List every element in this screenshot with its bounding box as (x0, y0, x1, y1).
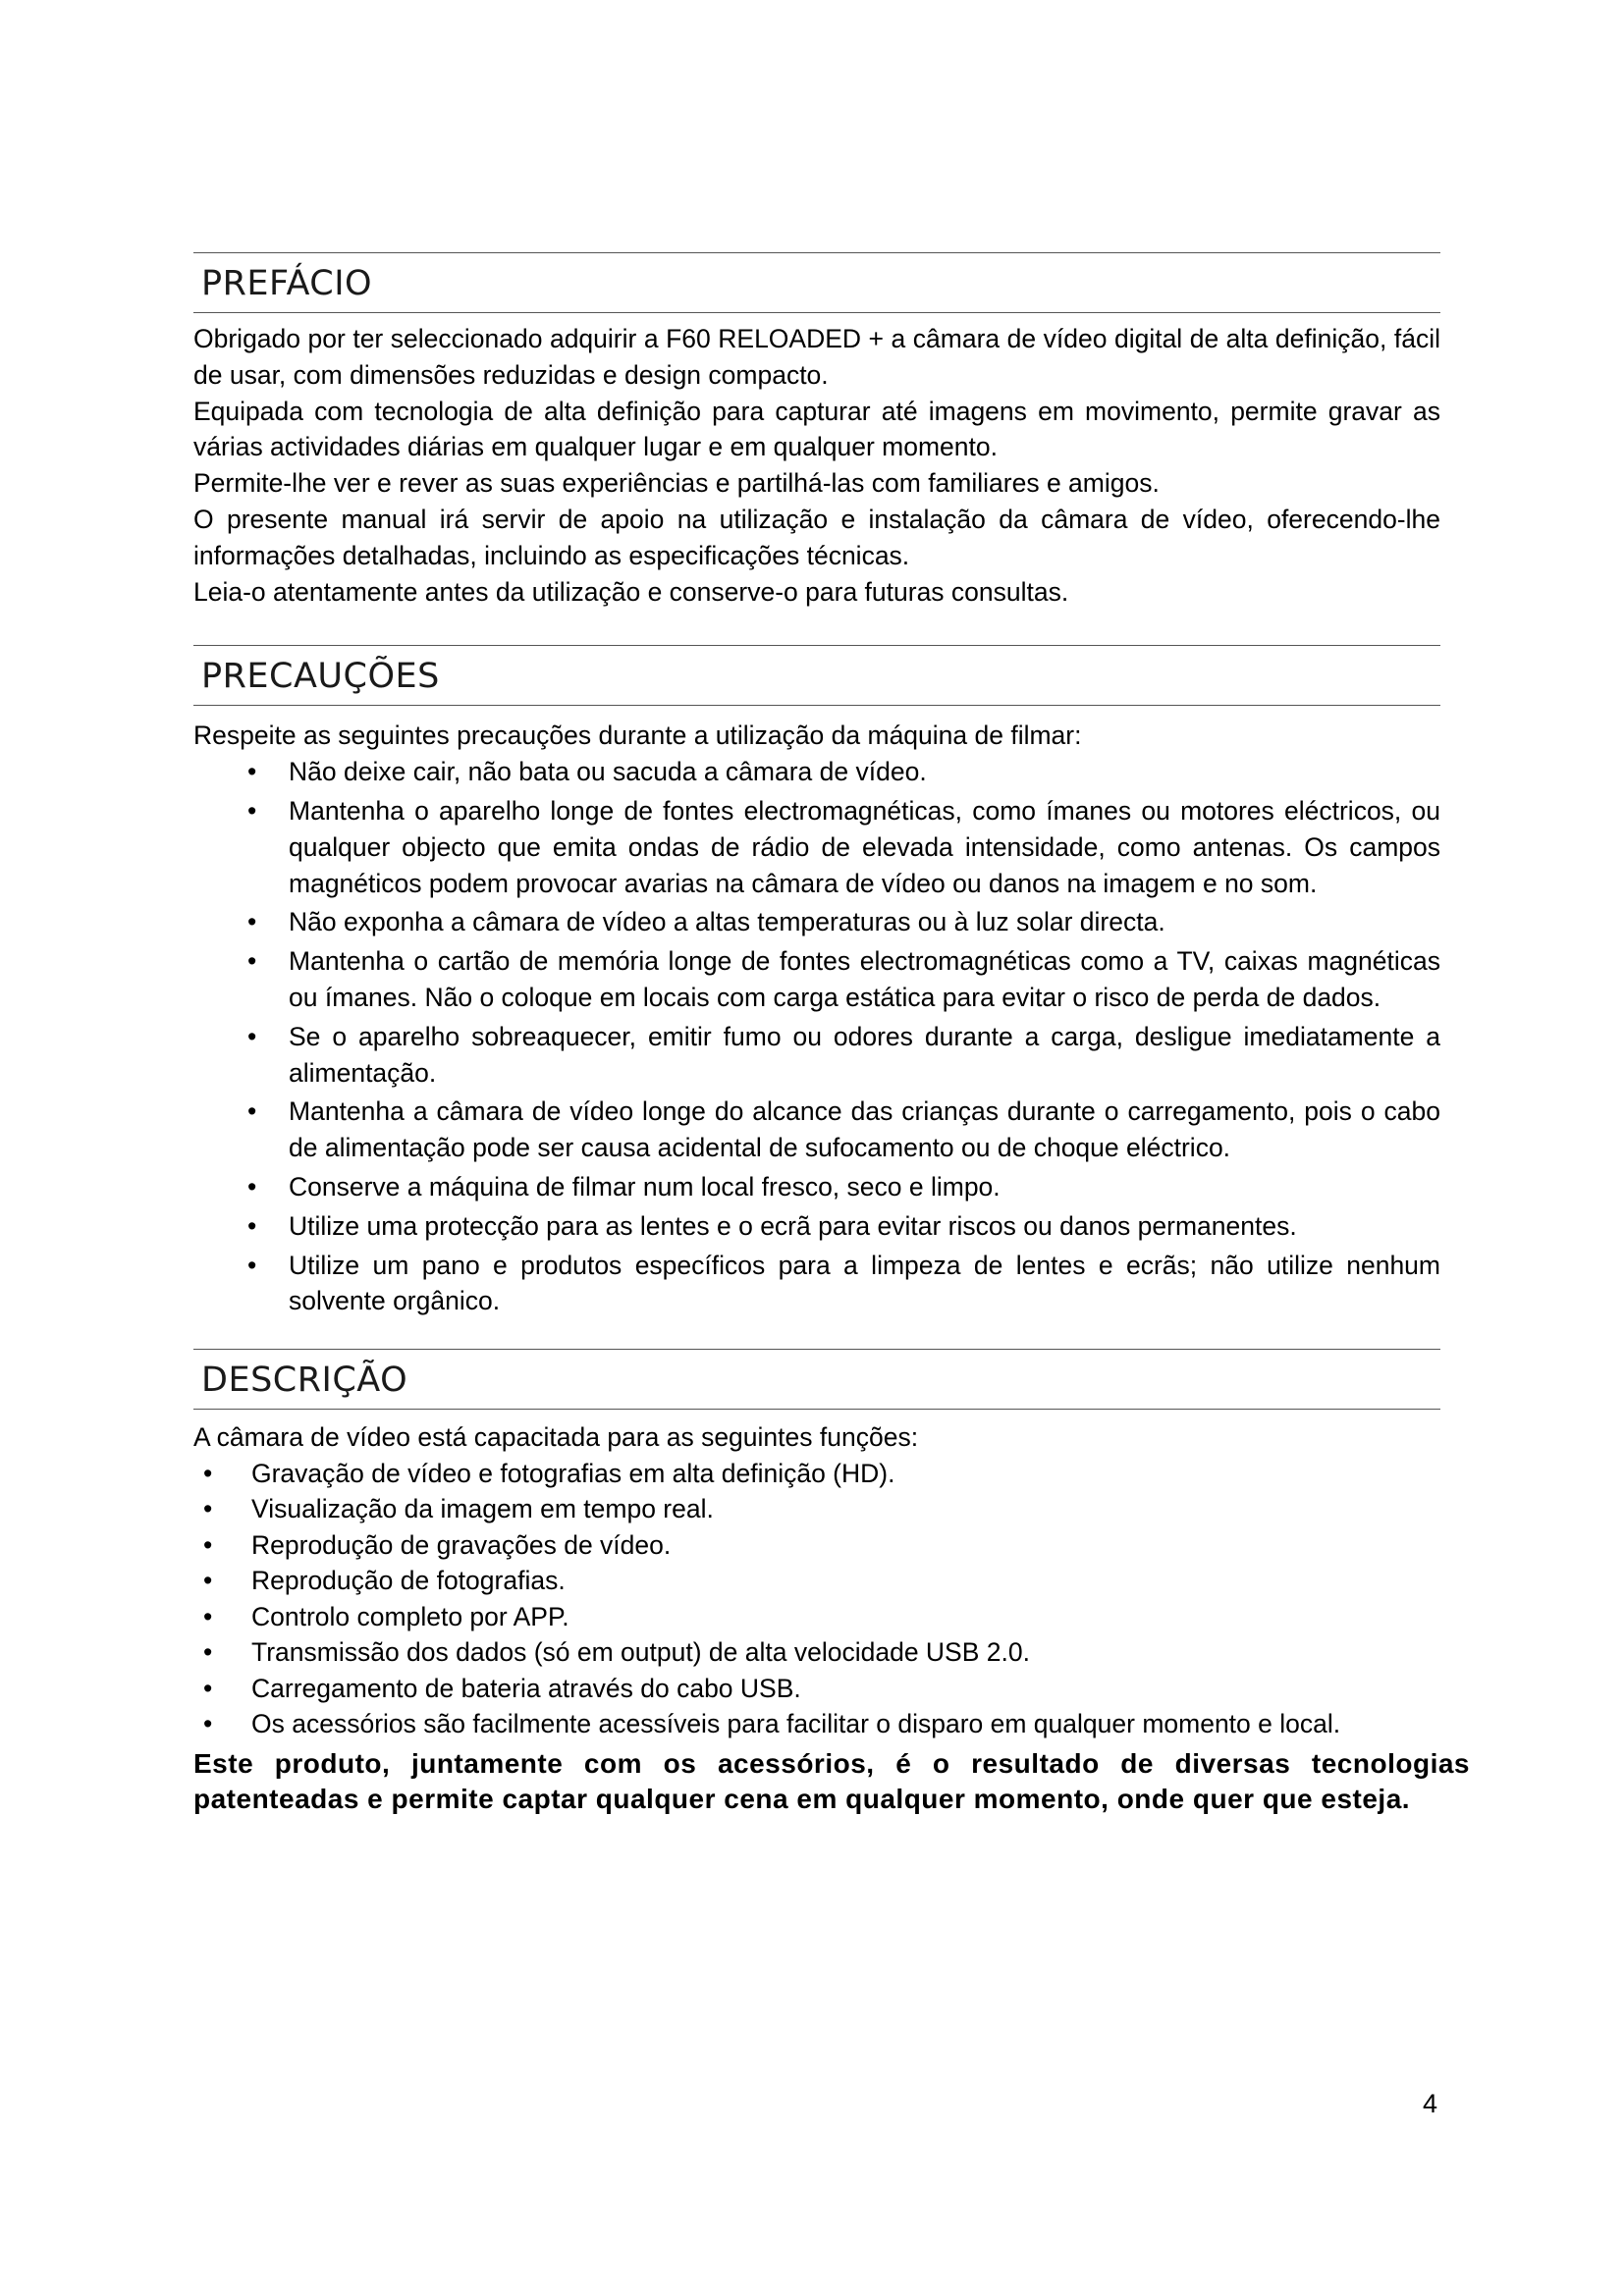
list-item (203, 1563, 1440, 1599)
prefacio-paragraph: Leia-o atentamente antes da utilização e conserve-o para futuras consultas. (193, 576, 1069, 607)
precaucoes-list (193, 754, 1440, 1319)
list-item (247, 1248, 1440, 1320)
bullet-icon: • (203, 1529, 213, 1560)
document-page (193, 252, 1470, 1817)
section-heading-prefacio: PREFÁCIO (193, 252, 1440, 313)
bullet-icon: • (203, 1673, 213, 1703)
prefacio-paragraph: Permite-lhe ver e rever as suas experiências e partilhá-las com familiares e amigos. (193, 468, 1160, 499)
list-item (247, 1019, 1440, 1092)
list-item (203, 1671, 1440, 1707)
list-item-text: Utilize uma protecção para as lentes e o ecrã para evitar riscos ou danos permanentes. (289, 1210, 1297, 1241)
bullet-icon: • (203, 1637, 213, 1668)
prefacio-paragraph: Equipada com tecnologia de alta definição para capturar até imagens em movimento, permite gravar as várias actividades diárias em qualquer lugar e em qualquer momento. (193, 396, 1440, 462)
list-item (203, 1634, 1440, 1671)
bullet-icon: • (203, 1494, 213, 1524)
list-item-text: Os acessórios são facilmente acessíveis para facilitar o disparo em qualquer momento e local. (251, 1709, 1341, 1739)
bullet-icon: • (247, 1210, 257, 1241)
list-item-text: Se o aparelho sobreaquecer, emitir fumo ou odores durante a carga, desligue imediatamente a alimentação. (289, 1021, 1440, 1088)
list-item (247, 943, 1440, 1016)
bullet-icon: • (247, 795, 257, 826)
list-item-text: Mantenha o cartão de memória longe de fontes electromagnéticas como a TV, caixas magnéticas ou ímanes. Não o coloque em locais com carga estática para evitar o risco de perda de dados. (289, 946, 1440, 1012)
list-item-text: Carregamento de bateria através do cabo USB. (251, 1673, 801, 1703)
list-item-text: Mantenha o aparelho longe de fontes electromagnéticas, como ímanes ou motores eléctricos, ou qualquer objecto que emita ondas de rádio de elevada intensidade, como antenas. Os campos magnéticos podem provocar avarias na câmara de vídeo ou danos na imagem e no som. (289, 795, 1440, 898)
section-heading-precaucoes: PRECAUÇÕES (193, 645, 1440, 706)
descricao-list (193, 1456, 1440, 1742)
list-item-text: Mantenha a câmara de vídeo longe do alcance das crianças durante o carregamento, pois o cabo de alimentação pode ser causa acidental de sufocamento ou de choque eléctrico. (289, 1096, 1440, 1163)
list-item (247, 1094, 1440, 1166)
list-item (203, 1456, 1440, 1492)
list-item-text: Gravação de vídeo e fotografias em alta definição (HD). (251, 1458, 895, 1488)
list-item (247, 904, 1440, 940)
list-item-text: Conserve a máquina de filmar num local fresco, seco e limpo. (289, 1171, 1001, 1201)
section-heading-descricao: DESCRIÇÃO (193, 1349, 1440, 1410)
list-item-text: Transmissão dos dados (só em output) de alta velocidade USB 2.0. (251, 1637, 1030, 1668)
list-item (247, 1208, 1440, 1245)
bullet-icon: • (247, 907, 257, 937)
bullet-icon: • (203, 1458, 213, 1488)
product-note: Este produto, juntamente com os acessórios, é o resultado de diversas tecnologias patenteadas e permite captar qualquer cena em qualquer momento, onde quer que esteja. (193, 1747, 1470, 1814)
list-item-text: Visualização da imagem em tempo real. (251, 1494, 714, 1524)
list-item (247, 754, 1440, 790)
bullet-icon: • (247, 1096, 257, 1127)
list-item (247, 1169, 1440, 1205)
prefacio-paragraph: O presente manual irá servir de apoio na utilização e instalação da câmara de vídeo, oferecendo-lhe informações detalhadas, incluindo as especificações técnicas. (193, 504, 1440, 570)
bullet-icon: • (247, 1171, 257, 1201)
bullet-icon: • (247, 1250, 257, 1280)
bullet-icon: • (247, 1021, 257, 1051)
list-item (203, 1706, 1440, 1742)
bullet-icon: • (203, 1601, 213, 1631)
bullet-icon: • (203, 1566, 213, 1596)
precaucoes-intro: Respeite as seguintes precauções durante a utilização da máquina de filmar: (193, 721, 1082, 751)
list-item-text: Não exponha a câmara de vídeo a altas temperaturas ou à luz solar directa. (289, 907, 1165, 937)
page-number: 4 (1422, 2089, 1437, 2118)
list-item-text: Controlo completo por APP. (251, 1601, 569, 1631)
bullet-icon: • (247, 946, 257, 977)
list-item-text: Utilize um pano e produtos específicos para a limpeza de lentes e ecrãs; não utilize nenhum solvente orgânico. (289, 1250, 1440, 1316)
list-item-text: Não deixe cair, não bata ou sacuda a câmara de vídeo. (289, 757, 927, 787)
list-item-text: Reprodução de fotografias. (251, 1566, 566, 1596)
bullet-icon: • (203, 1709, 213, 1739)
descricao-intro: A câmara de vídeo está capacitada para as seguintes funções: (193, 1422, 919, 1453)
bullet-icon: • (247, 757, 257, 787)
list-item (203, 1491, 1440, 1527)
list-item-text: Reprodução de gravações de vídeo. (251, 1529, 672, 1560)
list-item (203, 1527, 1440, 1564)
list-item (247, 793, 1440, 901)
list-item (203, 1599, 1440, 1635)
prefacio-paragraph: Obrigado por ter seleccionado adquirir a F60 RELOADED + a câmara de vídeo digital de alta definição, fácil de usar, com dimensões reduzidas e design compacto. (193, 324, 1440, 390)
